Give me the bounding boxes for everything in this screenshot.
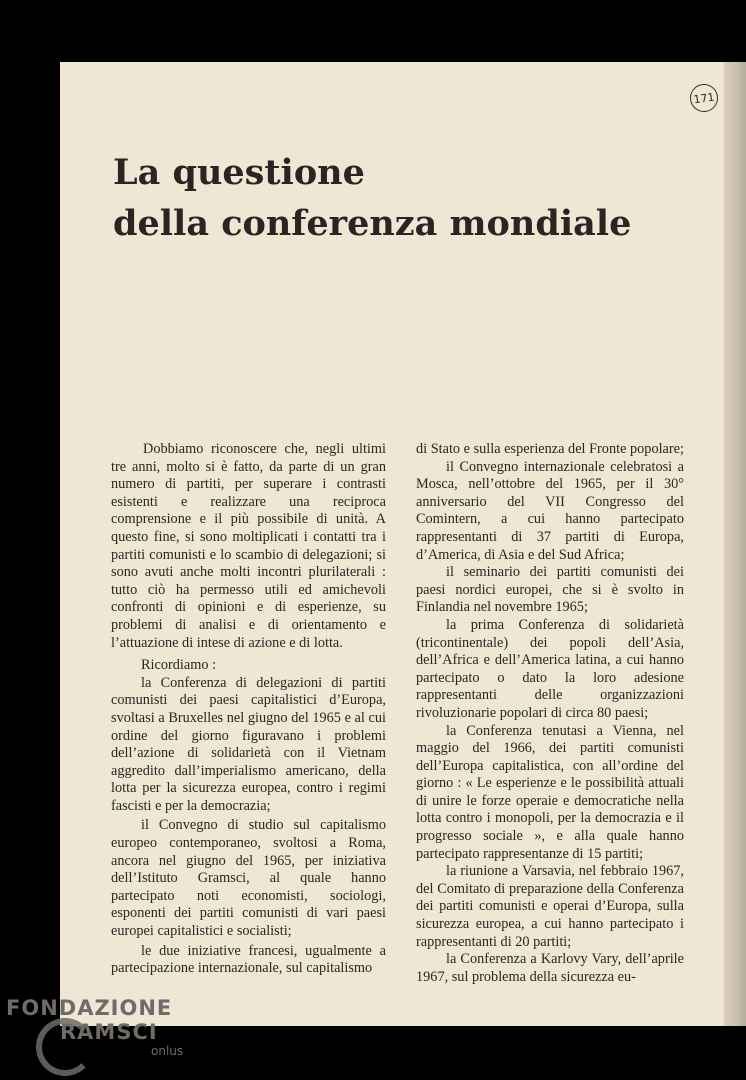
paragraph: la Conferenza tenutasi a Vienna, nel maggio del 1966, dei partiti comunisti dell’Europa capitalistica, con all’ordine del giorno : « Le esperienze e le possibilità attuali di unire le forze operaie e democratiche nella lotta contro i monopoli, per la democrazia e il progresso sociale », e alla quale hanno partecipato rappresentanze di 15 partiti; [416, 722, 684, 862]
watermark-line-2: RAMSCI [60, 1020, 158, 1044]
watermark-line-1: FONDAZIONE [6, 996, 173, 1020]
page-edge [724, 62, 746, 1026]
paragraph: la Conferenza a Karlovy Vary, dell’aprile 1967, sul problema della sicurezza eu- [416, 951, 684, 985]
right-column [416, 441, 684, 986]
watermark-line-3: onlus [151, 1044, 184, 1058]
paragraph: il Convegno di studio sul capitalismo europeo contemporaneo, svoltosi a Roma, ancora nel giugno del 1965, per iniziativa dell’Istituto Gramsci, al quale hanno partecipato noti economisti, sociologi, esponenti dei partiti comunisti di vari paesi europei capitalistici e socialisti; [111, 817, 386, 940]
title-line-2: della conferenza mondiale [113, 203, 632, 244]
paragraph: la prima Conferenza di solidarietà (tricontinentale) dei popoli dell’Asia, dell’Africa e dell’America latina, a cui hanno partecipato o dato la loro adesione rappresentanti delle organizzazioni rivoluzionarie popolari di circa 80 paesi; [416, 616, 684, 721]
left-column [111, 441, 386, 978]
paragraph: la Conferenza di delegazioni di partiti comunisti dei paesi capitalistici d’Europa, svoltasi a Bruxelles nel giugno del 1965 e al cui ordine del giorno figuravano i problemi dell’azione di solidarietà con il Vietnam aggredito dall’imperialismo americano, della lotta per la sicurezza europea, contro i regimi fascisti e per la democrazia; [111, 674, 386, 814]
paragraph: le due iniziative francesi, ugualmente a partecipazione internazionale, sul capitalismo [111, 942, 386, 977]
page-title [113, 147, 631, 249]
fondazione-gramsci-watermark [6, 996, 183, 1058]
paragraph: il Convegno internazionale celebratosi a Mosca, nell’ottobre del 1965, per il 30° anniversario del VII Congresso del Comintern, a cui hanno partecipato rappresentanti di 37 partiti di Europa, d’America, di Asia e del Sud Africa; [416, 458, 684, 563]
paragraph: la riunione a Varsavia, nel febbraio 1967, del Comitato di preparazione della Conferenza dei partiti comunisti e operai d’Europa, sulla sicurezza europea, a cui hanno partecipato i rappresentanti di 20 partiti; [416, 863, 684, 950]
paragraph: di Stato e sulla esperienza del Fronte popolare; [416, 441, 684, 457]
paragraph: Dobbiamo riconoscere che, negli ultimi tre anni, molto si è fatto, da parte di un gran numero di partiti, per superare i contrasti esistenti e realizzare una reciproca comprensione e il più possibile di unità. A questo fine, si sono moltiplicati i contatti tra i partiti comunisti e lo scambio di delegazioni; si sono avuti anche molti incontri plurilaterali : tutto ciò ha permesso utili ed amichevoli confronti di opinioni e di esperienze, su problemi di analisi e di orientamento e l’attuazione di intese di azione e di lotta. [111, 441, 386, 651]
title-line-1: La questione [113, 152, 365, 193]
paragraph: Ricordiamo : [141, 657, 217, 674]
folio-stamp: 171 [688, 82, 720, 114]
paragraph: il seminario dei partiti comunisti dei paesi nordici europei, che si è svolto in Finlandia nel novembre 1965; [416, 564, 684, 616]
